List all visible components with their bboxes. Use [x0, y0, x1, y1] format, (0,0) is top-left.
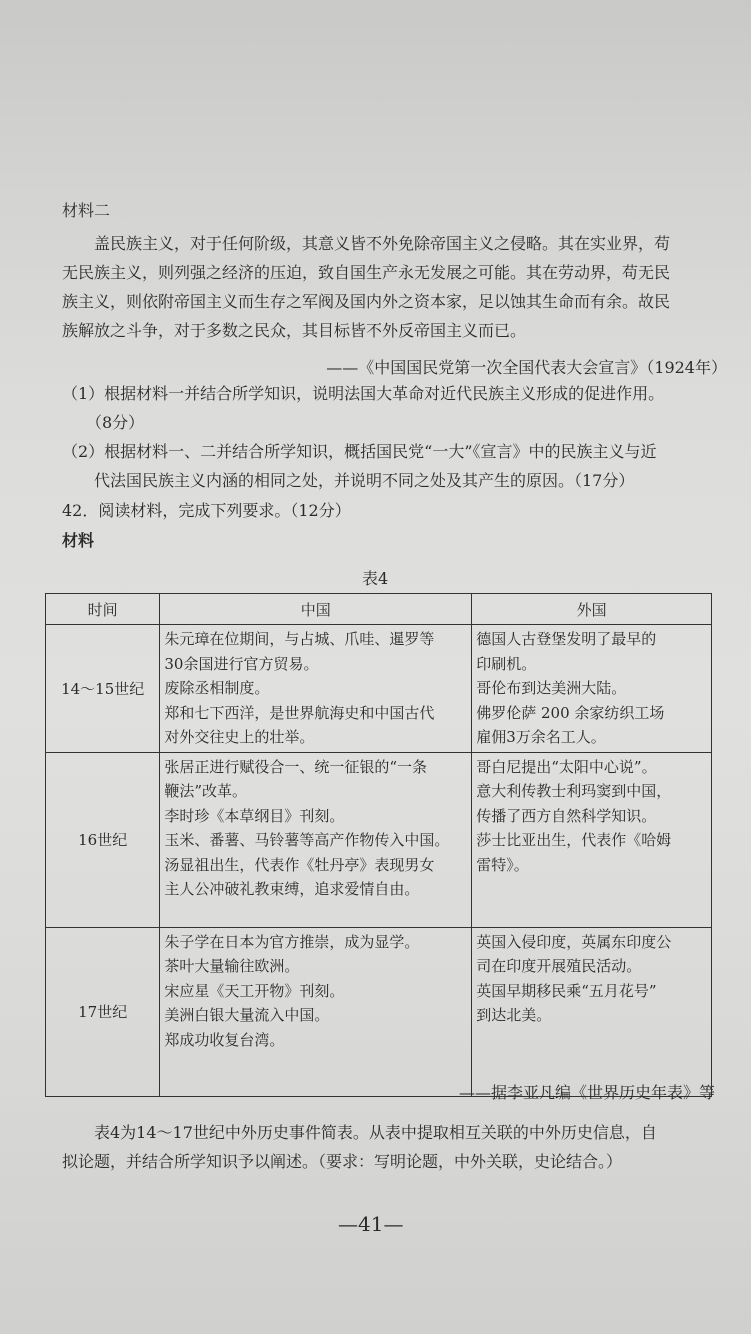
material2-body [62, 229, 727, 345]
cell-line: 美洲白银大量流入中国。 [164, 1006, 330, 1024]
header-china: 中国 [160, 594, 472, 625]
cell-foreign [472, 752, 712, 927]
table-row [46, 625, 712, 753]
cell-line: 郑和七下西洋，是世界航海史和中国古代 [164, 703, 435, 722]
cell-line: 张居正进行赋役合一、统一征银的“一条 [164, 757, 428, 776]
task-line: 表4为14～17世纪中外历史事件简表。从表中提取相互关联的中外历史信息，自 [62, 1123, 657, 1142]
cell-time: 14～15世纪 [46, 625, 160, 753]
material-label: 材料 [62, 531, 95, 550]
cell-line: 鞭法”改革。 [164, 782, 248, 800]
cell-line: 宋应星《天工开物》刊刻。 [164, 981, 345, 1000]
cell-line: 英国入侵印度，英属东印度公 [476, 932, 672, 951]
cell-time: 17世纪 [46, 927, 160, 1096]
question-line: （8分） [62, 413, 145, 432]
material2-source: ——《中国国民党第一次全国代表大会宣言》（1924年） [326, 358, 727, 377]
cell-line: 朱子学在日本为官方推崇，成为显学。 [164, 932, 420, 951]
paragraph-line: 无民族主义，则列强之经济的压迫，致自国生产永无发展之可能。其在劳动界，苟无民 [62, 263, 671, 282]
cell-china [160, 927, 472, 1096]
paragraph-line: 族主义，则依附帝国主义而生存之军阀及国内外之资本家，足以蚀其生命而有余。故民 [62, 292, 671, 311]
material2-heading: 材料二 [62, 201, 111, 220]
cell-line: 到达北美。 [476, 1006, 552, 1024]
question-1 [62, 379, 727, 437]
cell-foreign [472, 625, 712, 753]
cell-line: 朱元璋在位期间，与占城、爪哇、暹罗等 [164, 630, 435, 648]
cell-line: 对外交往史上的壮举。 [164, 728, 315, 746]
cell-time: 16世纪 [46, 752, 160, 927]
cell-foreign [472, 927, 712, 1096]
cell-line: 英国早期移民乘“五月花号” [476, 981, 657, 1000]
table-source: ——据李亚凡编《世界历史年表》等 [458, 1083, 715, 1102]
question-42: 42．阅读材料，完成下列要求。（12分） [62, 501, 351, 520]
paragraph-line: 族解放之斗争，对于多数之民众，其目标皆不外反帝国主义而已。 [62, 321, 527, 340]
paragraph-line: 盖民族主义，对于任何阶级，其意义皆不外免除帝国主义之侵略。其在实业界，苟 [62, 234, 671, 253]
cell-line: 德国人古登堡发明了最早的 [476, 630, 657, 648]
cell-line: 茶叶大量输往欧洲。 [164, 957, 300, 975]
cell-line: 意大利传教士利玛窦到中国， [476, 782, 672, 800]
table-header-row [46, 594, 712, 625]
task-text [62, 1118, 732, 1176]
question-2 [62, 437, 727, 495]
question-line: 代法国民族主义内涵的相同之处，并说明不同之处及其产生的原因。（17分） [62, 471, 635, 490]
cell-line: 雇佣3万余名工人。 [476, 728, 606, 746]
events-table [45, 593, 712, 1097]
cell-line: 哥伦布到达美洲大陆。 [476, 679, 627, 697]
table-row [46, 752, 712, 927]
header-time: 时间 [46, 594, 160, 625]
cell-line: 主人公冲破礼教束缚，追求爱情自由。 [164, 880, 420, 898]
cell-china [160, 752, 472, 927]
header-foreign: 外国 [472, 594, 712, 625]
cell-line: 玉米、番薯、马铃薯等高产作物传入中国。 [164, 831, 450, 849]
cell-line: 汤显祖出生，代表作《牡丹亭》表现男女 [164, 855, 435, 874]
cell-line: 司在印度开展殖民活动。 [476, 957, 642, 975]
page-number: —41— [338, 1212, 404, 1236]
cell-china [160, 625, 472, 753]
cell-line: 李时珍《本草纲目》刊刻。 [164, 806, 345, 825]
cell-line: 印刷机。 [476, 654, 537, 673]
cell-line: 郑成功收复台湾。 [164, 1030, 285, 1049]
task-line: 拟论题，并结合所学知识予以阐述。（要求：写明论题，中外关联，史论结合。） [62, 1152, 623, 1171]
cell-line: 哥白尼提出“太阳中心说”。 [476, 757, 657, 776]
cell-line: 30余国进行官方贸易。 [164, 654, 319, 673]
question-line: （1）根据材料一并结合所学知识，说明法国大革命对近代民族主义形成的促进作用。 [62, 384, 665, 403]
table-row [46, 927, 712, 1096]
cell-line: 佛罗伦萨 200 余家纺织工场 [476, 703, 665, 722]
table-caption: 表4 [362, 569, 389, 588]
cell-line: 莎士比亚出生，代表作《哈姆 [476, 831, 672, 849]
cell-line: 雷特》。 [476, 855, 529, 874]
question-line: （2）根据材料一、二并结合所学知识，概括国民党“一大”《宣言》中的民族主义与近 [62, 442, 657, 461]
cell-line: 传播了西方自然科学知识。 [476, 806, 657, 825]
cell-line: 废除丞相制度。 [164, 679, 270, 697]
